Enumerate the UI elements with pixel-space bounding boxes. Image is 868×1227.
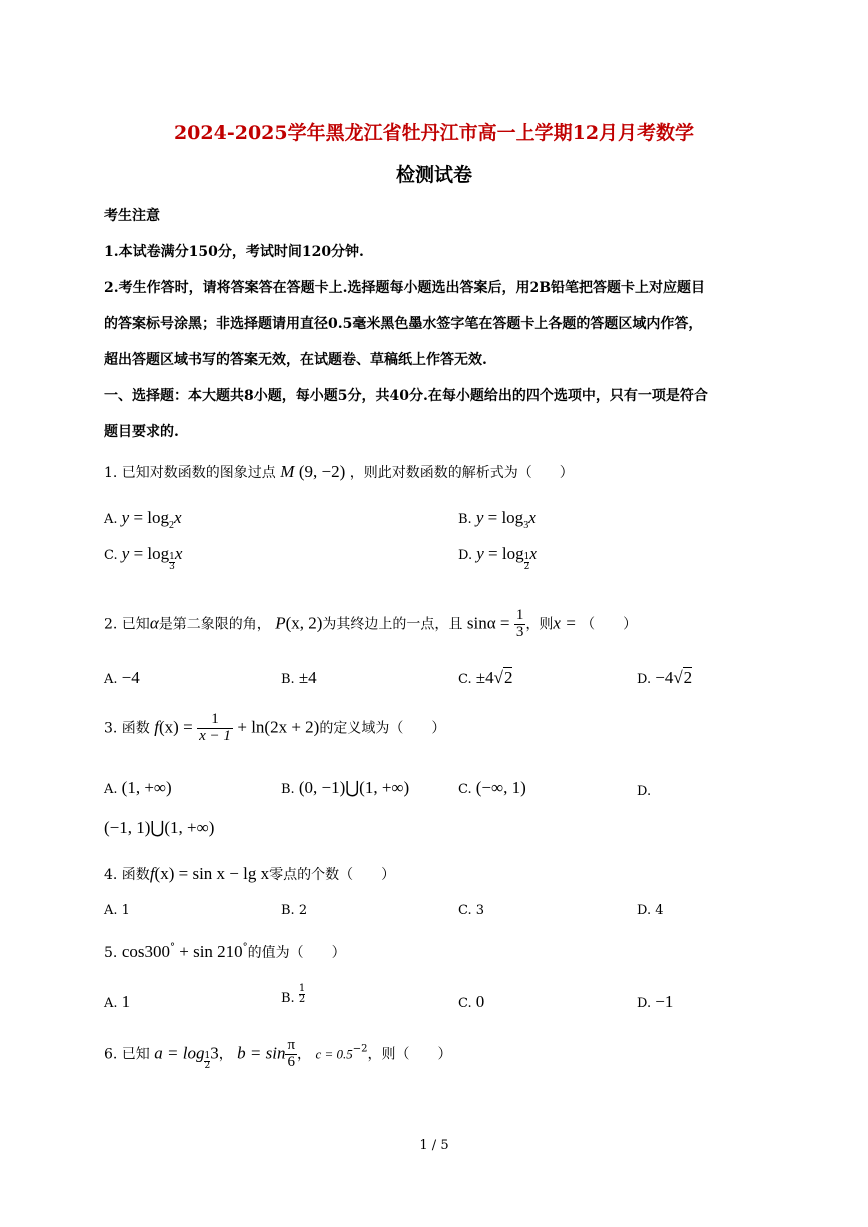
exam-title: 2024-2025学年黑龙江省牡丹江市高一上学期12月月考数学	[173, 122, 695, 144]
q4-option-b[interactable]: B. 2	[281, 903, 308, 918]
question-6: 6. 已知 a = log $\frac{1}{2}$ 3， b = sin $\frac{\pi}{6}$ ， $c = 0.5^{-2}$，则（ ）	[104, 1037, 452, 1072]
q3-option-a[interactable]: A. (1, +∞)	[104, 778, 172, 797]
q4-option-d[interactable]: D. 4	[637, 903, 664, 918]
q2-option-b[interactable]: B. ±4	[281, 668, 317, 687]
exam-subtitle: 检测试卷	[395, 164, 472, 186]
q2-option-a[interactable]: A. −4	[104, 668, 140, 687]
q4-option-c[interactable]: C. 3	[458, 903, 485, 918]
q1-option-b[interactable]: B. $y = \log_3x$	[458, 508, 536, 531]
q5-option-a[interactable]: A. 1	[104, 992, 131, 1011]
q1-option-c[interactable]: C. y = log $\frac{1}{3}$ x	[104, 544, 183, 572]
question-1: 1. 已知对数函数的图象过点 M (9, −2) ，则此对数函数的解析式为（ ）	[104, 462, 574, 481]
note-2-line-3: 超出答题区域书写的答案无效，在试题卷、草稿纸上作答无效.	[104, 352, 487, 368]
q3-option-d-value: (−1, 1)⋃(1, +∞)	[104, 818, 215, 837]
q5-option-d[interactable]: D. −1	[637, 992, 674, 1011]
question-3: 3. 函数 f(x) = $\frac{1}{x - 1}$ + ln(2x + 2)的定义域为（ ）	[104, 711, 446, 744]
q5-option-b[interactable]: B. $\frac{1}{2}$	[281, 983, 306, 1006]
q1-option-a[interactable]: A. $y = \log_2x$	[104, 508, 182, 531]
q1-option-d[interactable]: D. y = log $\frac{1}{2}$ x	[458, 544, 537, 572]
section-1-heading: 一、选择题：本大题共8小题，每小题5分，共40分.在每小题给出的四个选项中，只有一项是符合	[104, 388, 708, 404]
q2-option-c[interactable]: C. ±4√2	[458, 668, 513, 687]
note-1: 1.本试卷满分150分，考试时间120分钟.	[104, 244, 364, 260]
q2-option-d[interactable]: D. −4√2	[637, 668, 693, 687]
note-2-line-2: 的答案标号涂黑；非选择题请用直径0.5毫米黑色墨水签字笔在答题卡上各题的答题区域内作答，	[104, 316, 703, 332]
q3-option-d[interactable]: D.	[637, 784, 652, 799]
q3-option-c[interactable]: C. (−∞, 1)	[458, 778, 526, 797]
q5-option-c[interactable]: C. 0	[458, 992, 485, 1011]
section-1-heading-cont: 题目要求的.	[104, 424, 179, 440]
question-2: 2. 已知α是第二象限的角， P(x, 2)为其终边上的一点，且 sinα = $\frac{1}{3}$ ，则x = （ ）	[104, 607, 638, 640]
q4-option-a[interactable]: A. 1	[104, 903, 130, 918]
note-2-line-1: 2.考生作答时，请将答案答在答题卡上.选择题每小题选出答案后，用2B铅笔把答题卡上对应题目	[104, 280, 706, 296]
question-5: 5. cos300° + sin 210°的值为（ ）	[104, 942, 346, 961]
q3-option-b[interactable]: B. (0, −1)⋃(1, +∞)	[281, 778, 410, 797]
page-number: 1 / 5	[419, 1138, 449, 1153]
question-4: 4. 函数f(x) = sin x − lg x零点的个数（ ）	[104, 864, 396, 883]
notes-heading: 考生注意	[104, 208, 160, 224]
